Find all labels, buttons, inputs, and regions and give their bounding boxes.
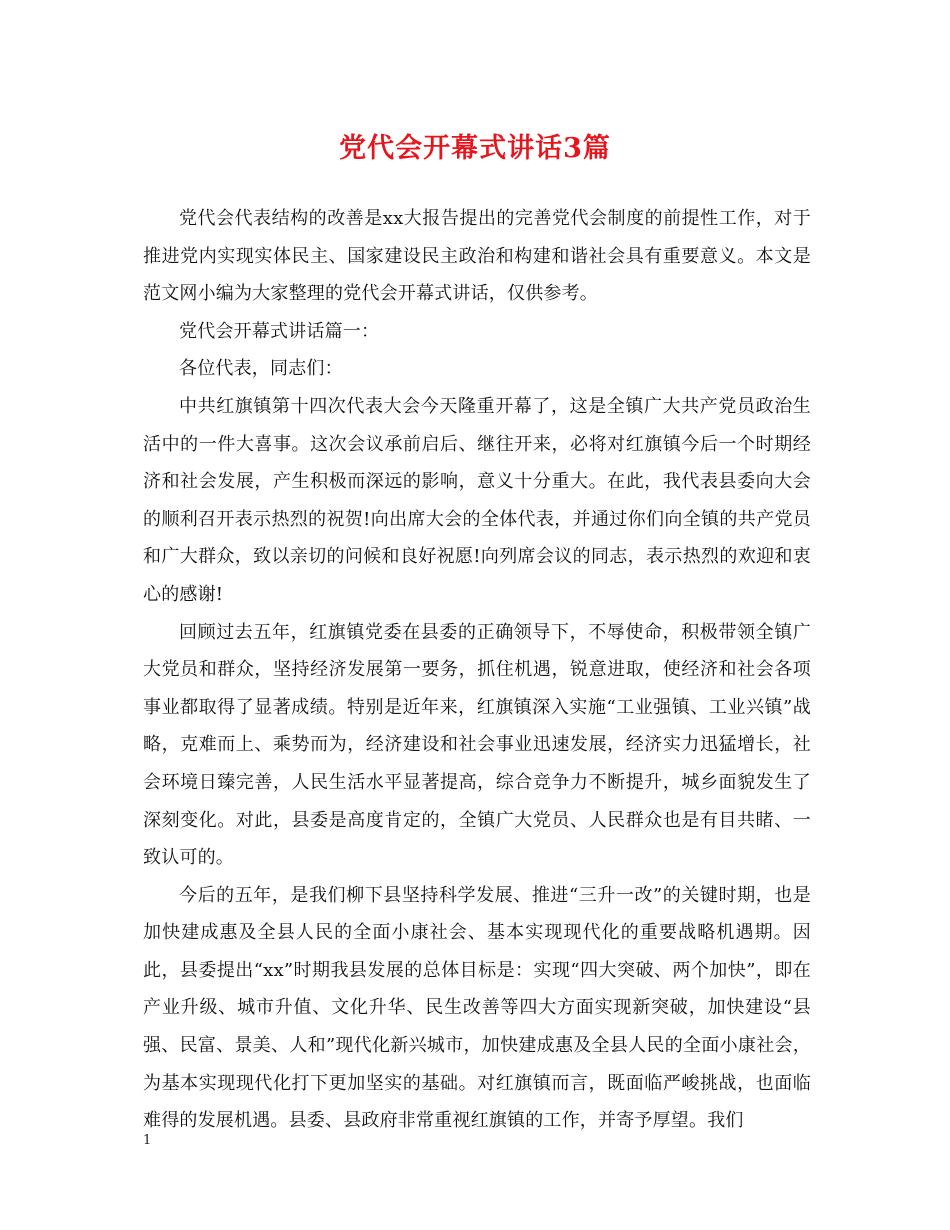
- intro-paragraph: 党代会代表结构的改善是xx大报告提出的完善党代会制度的前提性工作，对于推进党内实现实体民主、国家建设民主政治和构建和谐社会具有重要意义。本文是范文网小编为大家整理的党代会开幕式讲话，仅供参考。: [143, 208, 811, 305]
- salutation: 各位代表，同志们：: [179, 358, 343, 380]
- page-number: 1: [143, 1133, 152, 1148]
- document-title: 党代会开幕式讲话3篇: [339, 133, 611, 164]
- document-body: [143, 200, 811, 1140]
- section-heading: 党代会开幕式讲话篇一：: [179, 320, 380, 342]
- body-paragraph: 今后的五年，是我们柳下县坚持科学发展、推进“三升一改”的关键时期，也是加快建成惠及全县人民的全面小康社会、基本实现现代化的重要战略机遇期。因此，县委提出“xx”时期我县发展的总体目标是：实现“四大突破、两个加快”，即在产业升级、城市升值、文化升华、民生改善等四大方面实现新突破，加快建设“县强、民富、景美、人和”现代化新兴城市，加快建成惠及全县人民的全面小康社会，为基本实现现代化打下更加坚实的基础。对红旗镇而言，既面临严峻挑战，也面临难得的发展机遇。县委、县政府非常重视红旗镇的工作，并寄予厚望。我们: [143, 884, 811, 1132]
- body-paragraph: 中共红旗镇第十四次代表大会今天隆重开幕了，这是全镇广大共产党员政治生活中的一件大喜事。这次会议承前启后、继往开来，必将对红旗镇今后一个时期经济和社会发展，产生积极而深远的影响，意义十分重大。在此，我代表县委向大会的顺利召开表示热烈的祝贺!向出席大会的全体代表，并通过你们向全镇的共产党员和广大群众，致以亲切的问候和良好祝愿!向列席会议的同志，表示热烈的欢迎和衷心的感谢!: [143, 395, 811, 605]
- body-paragraph: 回顾过去五年，红旗镇党委在县委的正确领导下，不辱使命，积极带领全镇广大党员和群众，坚持经济发展第一要务，抓住机遇，锐意进取，使经济和社会各项事业都取得了显著成绩。特别是近年来，红旗镇深入实施“工业强镇、工业兴镇”战略，克难而上、乘势而为，经济建设和社会事业迅速发展，经济实力迅猛增长，社会环境日臻完善，人民生活水平显著提高，综合竞争力不断提升，城乡面貌发生了深刻变化。对此，县委是高度肯定的，全镇广大党员、人民群众也是有目共睹、一致认可的。: [143, 621, 811, 869]
